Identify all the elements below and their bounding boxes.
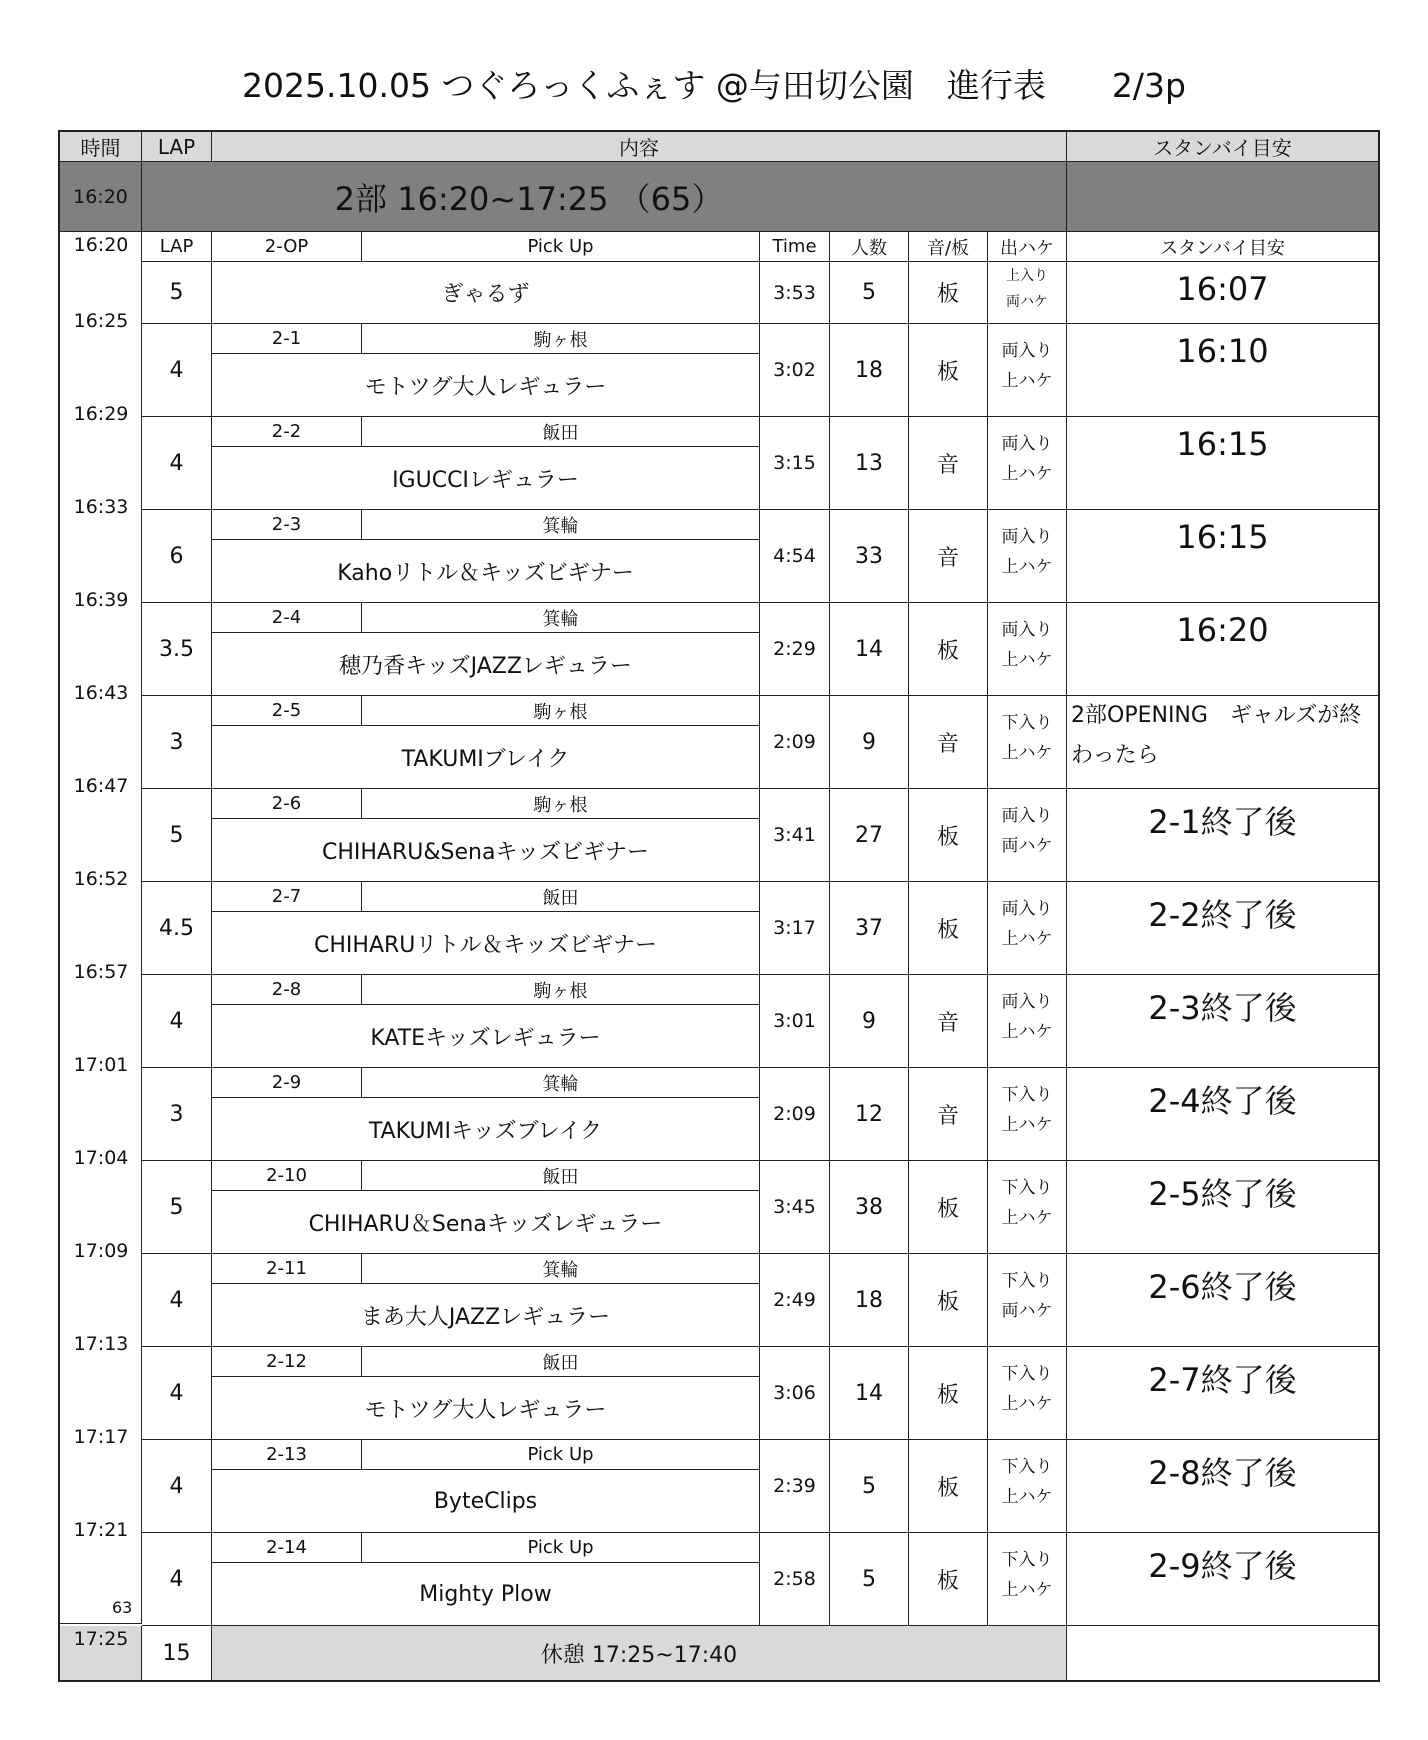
lap-cell: 5 [142,1161,212,1254]
inout-cell [988,1161,1067,1254]
stage-cell: 板 [909,603,988,696]
act-code: 2-10 [212,1161,362,1191]
act-code: 2-14 [212,1533,362,1563]
act-code: 2-6 [212,789,362,819]
stage-cell: 板 [909,882,988,975]
lap-cell: 3 [142,696,212,789]
people-cell: 13 [830,417,909,510]
duration-cell: 2:29 [760,603,830,696]
stage-cell: 音 [909,696,988,789]
exit-side: 上ハケ [1001,1487,1053,1507]
inout-cell [988,1068,1067,1161]
standby-cell: 2-6終了後 [1067,1254,1378,1347]
duration-cell: 3:06 [760,1347,830,1440]
act-code: 2-13 [212,1440,362,1470]
standby-cell: 16:15 [1067,510,1378,603]
people-cell: 5 [830,1533,909,1626]
entry-side: 下入り [1001,1178,1053,1198]
people-cell: 5 [830,262,909,324]
lap-cell: 4 [142,1347,212,1440]
lap-cell: 5 [142,789,212,882]
inout-cell [988,262,1067,324]
exit-side: 上ハケ [1001,557,1053,577]
people-cell: 33 [830,510,909,603]
lap-cell: 3 [142,1068,212,1161]
people-cell: 14 [830,1347,909,1440]
duration-cell: 3:15 [760,417,830,510]
standby-cell: 2-1終了後 [1067,789,1378,882]
header-content: 内容 [212,132,1067,162]
subheader-standby: スタンバイ目安 [1067,232,1378,262]
people-cell: 27 [830,789,909,882]
duration-cell: 4:54 [760,510,830,603]
act-venue: 箕輪 [362,1068,760,1098]
schedule-table [58,130,1380,1682]
break-standby [1067,1626,1378,1680]
time-label: 17:17 [73,1426,129,1448]
standby-cell: 2-8終了後 [1067,1440,1378,1533]
inout-cell [988,603,1067,696]
act-name: ByteClips [212,1470,760,1533]
act-venue: 駒ヶ根 [362,975,760,1005]
time-label: 16:29 [73,403,129,425]
standby-cell: 2部OPENING ギャルズが終わったら [1067,696,1378,789]
stage-cell: 板 [909,1254,988,1347]
act-code: 2-12 [212,1347,362,1377]
inout-cell [988,789,1067,882]
entry-side: 下入り [1001,1550,1053,1570]
act-name: KATEキッズレギュラー [212,1005,760,1068]
exit-side: 上ハケ [1001,743,1053,763]
act-code: 2-5 [212,696,362,726]
act-venue: 飯田 [362,417,760,447]
people-cell: 9 [830,696,909,789]
act-code: 2-9 [212,1068,362,1098]
inout-cell [988,417,1067,510]
stage-cell: 音 [909,1068,988,1161]
entry-side: 両入り [1001,992,1053,1012]
time-label: 16:47 [73,775,129,797]
stage-cell: 板 [909,262,988,324]
stage-cell: 板 [909,1440,988,1533]
act-code: 2-4 [212,603,362,633]
duration-cell: 3:41 [760,789,830,882]
act-venue: 箕輪 [362,1254,760,1284]
act-name: モトツグ大人レギュラー [212,354,760,417]
standby-cell: 16:20 [1067,603,1378,696]
time-label: 16:39 [73,589,129,611]
inout-cell [988,1533,1067,1626]
entry-side: 下入り [1001,713,1053,733]
header-time: 時間 [60,132,142,162]
stage-cell: 音 [909,975,988,1068]
duration-cell: 3:02 [760,324,830,417]
standby-cell: 2-9終了後 [1067,1533,1378,1626]
stage-cell: 板 [909,1347,988,1440]
act-venue: 飯田 [362,1161,760,1191]
act-name: ぎゃるず [212,262,760,324]
act-venue: 駒ヶ根 [362,696,760,726]
inout-cell [988,1254,1067,1347]
act-name: まあ大人JAZZレギュラー [212,1284,760,1347]
time-label: 16:25 [73,310,129,332]
exit-side: 上ハケ [1001,1208,1053,1228]
subheader-lap: LAP [142,232,212,262]
act-name: Mighty Plow [212,1563,760,1626]
act-code: 2-11 [212,1254,362,1284]
standby-cell: 2-2終了後 [1067,882,1378,975]
exit-side: 両ハケ [1001,836,1053,856]
time-label: 16:57 [73,961,129,983]
lap-cell: 6 [142,510,212,603]
act-code: 2-3 [212,510,362,540]
time-label: 17:01 [73,1054,129,1076]
exit-side: 両ハケ [1001,1301,1053,1321]
entry-side: 下入り [1001,1271,1053,1291]
people-cell: 38 [830,1161,909,1254]
entry-side: 両入り [1001,527,1053,547]
entry-side: 両入り [1001,806,1053,826]
act-name: CHIHARUリトル＆キッズビギナー [212,912,760,975]
act-name: CHIHARU&Senaキッズビギナー [212,819,760,882]
entry-side: 両入り [1001,899,1053,919]
time-label: 17:13 [73,1333,129,1355]
people-cell: 18 [830,1254,909,1347]
time-label: 16:52 [73,868,129,890]
act-name: CHIHARU＆Senaキッズレギュラー [212,1191,760,1254]
total-minutes: 63 [112,1598,133,1617]
lap-cell: 4.5 [142,882,212,975]
time-label: 17:04 [73,1147,129,1169]
inout-cell [988,1347,1067,1440]
duration-cell: 2:39 [760,1440,830,1533]
stage-cell: 音 [909,417,988,510]
section-time: 16:20 [60,162,142,232]
standby-cell: 2-3終了後 [1067,975,1378,1068]
break-lap: 15 [142,1626,212,1680]
exit-side: 上ハケ [1001,1394,1053,1414]
time-column [60,232,142,1624]
break-time-label: 17:25 [73,1628,129,1650]
entry-side: 両入り [1001,434,1053,454]
entry-side: 下入り [1001,1364,1053,1384]
act-name: TAKUMIキッズブレイク [212,1098,760,1161]
people-cell: 9 [830,975,909,1068]
stage-cell: 音 [909,510,988,603]
subheader-people: 人数 [830,232,909,262]
duration-cell: 2:09 [760,1068,830,1161]
exit-side: 上ハケ [1001,464,1053,484]
duration-cell: 2:09 [760,696,830,789]
stage-cell: 板 [909,324,988,417]
act-venue: 駒ヶ根 [362,789,760,819]
act-venue: 駒ヶ根 [362,324,760,354]
entry-side: 下入り [1001,1457,1053,1477]
lap-cell: 4 [142,1440,212,1533]
time-label: 16:33 [73,496,129,518]
act-venue: 箕輪 [362,603,760,633]
exit-side: 上ハケ [1001,650,1053,670]
subheader-code: 2-OP [212,232,362,262]
act-name: 穂乃香キッズJAZZレギュラー [212,633,760,696]
act-name: Kahoリトル＆キッズビギナー [212,540,760,603]
inout-cell [988,696,1067,789]
subheader-venue: Pick Up [362,232,760,262]
act-code: 2-8 [212,975,362,1005]
break-label: 休憩 17:25~17:40 [212,1626,1067,1680]
standby-cell: 16:10 [1067,324,1378,417]
subheader-duration: Time [760,232,830,262]
exit-side: 上ハケ [1001,1022,1053,1042]
inout-cell [988,1440,1067,1533]
lap-cell: 4 [142,975,212,1068]
act-venue: 飯田 [362,882,760,912]
lap-cell: 4 [142,1533,212,1626]
act-venue: 箕輪 [362,510,760,540]
lap-cell: 3.5 [142,603,212,696]
inout-cell [988,324,1067,417]
duration-cell: 3:45 [760,1161,830,1254]
act-name: TAKUMIブレイク [212,726,760,789]
time-label: 16:43 [73,682,129,704]
subheader-inout: 出ハケ [988,232,1067,262]
act-name: IGUCCIレギュラー [212,447,760,510]
lap-cell: 4 [142,417,212,510]
exit-side: 上ハケ [1001,929,1053,949]
standby-cell: 2-7終了後 [1067,1347,1378,1440]
standby-cell: 2-4終了後 [1067,1068,1378,1161]
standby-cell: 2-5終了後 [1067,1161,1378,1254]
time-label: 16:20 [73,234,129,256]
exit-side: 上ハケ [1001,1115,1053,1135]
people-cell: 12 [830,1068,909,1161]
act-name: モトツグ大人レギュラー [212,1377,760,1440]
people-cell: 18 [830,324,909,417]
people-cell: 37 [830,882,909,975]
duration-cell: 3:01 [760,975,830,1068]
people-cell: 14 [830,603,909,696]
lap-cell: 4 [142,324,212,417]
subheader-stage: 音/板 [909,232,988,262]
act-code: 2-2 [212,417,362,447]
standby-cell: 16:07 [1067,262,1378,324]
people-cell: 5 [830,1440,909,1533]
section-standby [1067,162,1378,232]
header-standby: スタンバイ目安 [1067,132,1378,162]
act-venue: 飯田 [362,1347,760,1377]
stage-cell: 板 [909,789,988,882]
lap-cell: 4 [142,1254,212,1347]
inout-cell [988,882,1067,975]
entry-side: 両入り [1001,620,1053,640]
duration-cell: 3:17 [760,882,830,975]
inout-cell [988,510,1067,603]
entry-side: 上入り [1006,268,1048,284]
standby-cell: 16:15 [1067,417,1378,510]
duration-cell: 2:49 [760,1254,830,1347]
header-lap: LAP [142,132,212,162]
duration-cell: 2:58 [760,1533,830,1626]
page-title: 2025.10.05 つぐろっくふぇす @与田切公園 進行表 2/3p [242,66,1186,105]
act-venue: Pick Up [362,1440,760,1470]
act-code: 2-7 [212,882,362,912]
section-label: 2部 16:20~17:25 （65） [142,162,1067,232]
entry-side: 下入り [1001,1085,1053,1105]
entry-side: 両入り [1001,341,1053,361]
stage-cell: 板 [909,1161,988,1254]
exit-side: 上ハケ [1001,1580,1053,1600]
time-label: 17:09 [73,1240,129,1262]
act-code: 2-1 [212,324,362,354]
exit-side: 両ハケ [1006,294,1048,310]
inout-cell [988,975,1067,1068]
duration-cell: 3:53 [760,262,830,324]
time-label: 17:21 [73,1519,129,1541]
lap-cell: 5 [142,262,212,324]
stage-cell: 板 [909,1533,988,1626]
exit-side: 上ハケ [1001,371,1053,391]
act-venue: Pick Up [362,1533,760,1563]
